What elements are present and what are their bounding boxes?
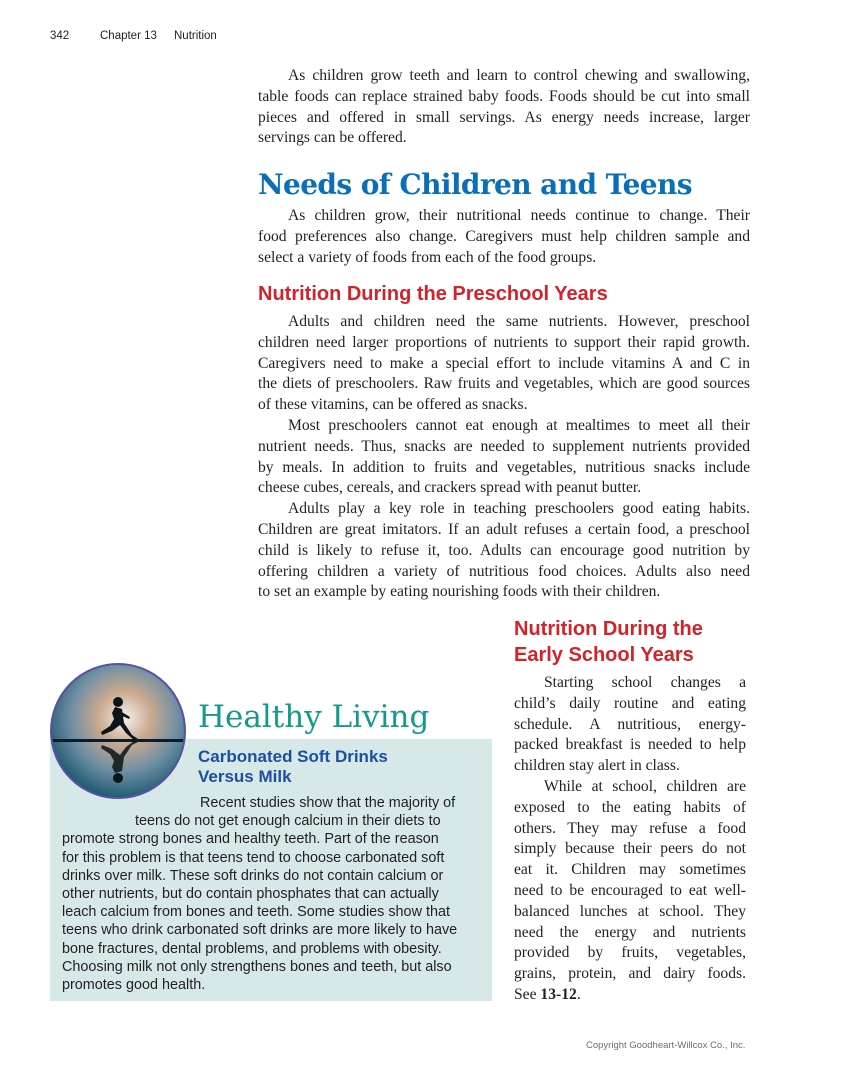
section-intro-text: [258, 206, 750, 268]
early-school-text: [514, 673, 746, 1006]
text-line: leach calcium from bones and teeth. Some studies show that: [62, 904, 450, 921]
early-school-paragraphs: [514, 673, 746, 985]
text-line: Adults and children need the same nutrients. However, preschool: [288, 313, 750, 330]
subtitle-line: Versus Milk: [198, 767, 292, 786]
text-line: child’s daily routine and eating: [514, 694, 746, 712]
text-line: While at school, children are: [544, 777, 746, 795]
text-line: Recent studies show that the majority of: [200, 795, 456, 811]
healthy-living-subtitle: [198, 747, 388, 787]
text-line: children need larger proportions of nutrients to support their rapid growth.: [258, 333, 750, 351]
text-line: As children grow, their nutritional needs continue to change. Their: [288, 207, 750, 224]
text-line: eat it. Children may sometimes: [514, 861, 746, 879]
text-line: other nutrients, but do contain phosphates that can actually: [62, 885, 439, 902]
text-line: promotes good health.: [62, 976, 206, 993]
runner-photo: [50, 663, 186, 799]
see-prefix: See: [514, 985, 541, 1003]
text-line: children stay alert in class.: [514, 757, 680, 775]
preschool-heading: Nutrition During the Preschool Years: [258, 283, 608, 305]
text-line: cheese cubes, cereals, and crackers spread with peanut butter.: [258, 479, 642, 497]
text-line: packed breakfast is needed to help: [514, 736, 746, 754]
preschool-text: [258, 312, 750, 603]
text-line: Children are great imitators. If an adult refuses a certain food, a preschool: [258, 520, 750, 538]
figure-link[interactable]: 13-12: [540, 985, 577, 1003]
text-line: provided by fruits, vegetables,: [514, 944, 746, 962]
text-line: others. They may refuse a food: [514, 819, 746, 837]
text-line: Most preschoolers cannot eat enough at mealtimes to meet all their: [288, 416, 750, 434]
text-line: Choosing milk not only strengthens bones and teeth, but also: [62, 958, 452, 975]
text-line: simply because their peers do not: [514, 840, 746, 858]
intro-text: [258, 66, 750, 149]
text-line: grains, protein, and dairy foods.: [514, 965, 746, 983]
chapter-title: Nutrition: [174, 30, 217, 42]
text-line: of these vitamins, can be offered as snacks.: [258, 396, 528, 414]
text-line: Caregivers need to make a special effort to include vitamins A and C in: [258, 354, 750, 372]
figure-reference: [514, 985, 746, 1006]
text-line: promote strong bones and healthy teeth. Part of the reason: [62, 831, 439, 848]
text-line: servings can be offered.: [258, 129, 407, 147]
early-school-heading: [514, 616, 703, 668]
text-line: bone fractures, dental problems, and problems with obesity.: [62, 940, 442, 957]
text-line: teens who drink carbonated soft drinks are more likely to have: [62, 922, 458, 939]
text-line: the diets of preschoolers. Raw fruits and vegetables, which are good sources: [258, 375, 750, 393]
chapter-label: Chapter 13: [100, 30, 157, 42]
text-line: As children grow teeth and learn to control chewing and swallowing,: [288, 67, 750, 84]
text-line: schedule. A nutritious, energy-: [514, 715, 746, 733]
text-line: by meals. In addition to fruits and vegetables, nutritious snacks include: [258, 458, 750, 476]
text-line: need the energy and nutrients: [514, 923, 746, 941]
text-line: need to be encouraged to eat well-: [514, 881, 746, 899]
healthy-living-body: [62, 794, 482, 994]
text-line: table foods can replace strained baby foods. Foods should be cut into small: [258, 87, 750, 105]
heading-line: Nutrition During the: [514, 618, 703, 640]
text-line: teens do not get enough calcium in their diets to: [135, 813, 441, 830]
heading-line: Early School Years: [514, 644, 694, 666]
page-number: 342: [50, 30, 70, 42]
text-line: exposed to the eating habits of: [514, 798, 746, 816]
see-suffix: .: [576, 985, 581, 1003]
subtitle-line: Carbonated Soft Drinks: [198, 747, 388, 766]
text-line: pieces and offered in small servings. As energy needs increase, larger: [258, 108, 750, 126]
text-line: nutrient needs. Thus, snacks are needed to supplement nutrients provided: [258, 437, 750, 455]
text-line: for this problem is that teens tend to choose carbonated soft: [62, 849, 445, 866]
text-line: child is likely to refuse it, too. Adults can encourage good nutrition by: [258, 541, 750, 559]
text-line: to set an example by eating nourishing foods with their children.: [258, 583, 661, 601]
text-line: food preferences also change. Caregivers must help children sample and: [258, 227, 750, 245]
text-line: Adults play a key role in teaching preschoolers good eating habits.: [288, 500, 750, 518]
copyright: Copyright Goodheart-Willcox Co., Inc.: [586, 1040, 746, 1051]
text-line: drinks over milk. These soft drinks do not contain calcium or: [62, 867, 444, 884]
section-heading: Needs of Children and Teens: [258, 168, 692, 201]
runner-silhouette-icon: [52, 665, 184, 797]
text-line: balanced lunches at school. They: [514, 902, 746, 920]
text-line: select a variety of foods from each of the food groups.: [258, 248, 597, 266]
healthy-living-title: Healthy Living: [198, 699, 430, 735]
text-line: offering children a variety of nutritious food choices. Adults also need: [258, 562, 750, 580]
text-line: Starting school changes a: [544, 674, 746, 691]
